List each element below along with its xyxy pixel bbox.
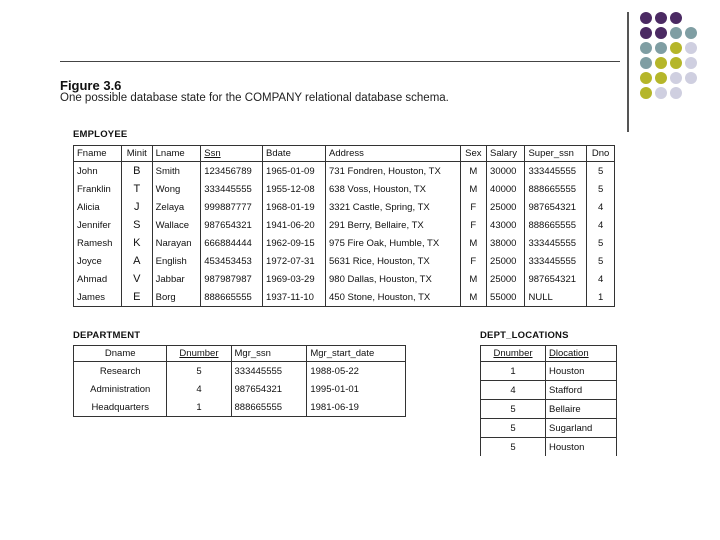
table-cell: F [460,216,486,234]
table-cell: 1962-09-15 [263,234,326,252]
decorative-dot [640,27,652,39]
decorative-dot [685,57,697,69]
table-cell: T [121,180,152,198]
decorative-dot [655,87,667,99]
table-cell: 5 [481,419,546,438]
table-cell: 25000 [487,270,525,288]
department-col-dname: Dname [74,346,167,362]
employee-col-lname: Lname [152,146,201,162]
employee-col-address: Address [326,146,461,162]
table-cell: English [152,252,201,270]
employee-col-bdate: Bdate [263,146,326,162]
table-cell: 1965-01-09 [263,162,326,181]
table-cell: 888665555 [525,216,587,234]
decorative-dot [640,72,652,84]
table-cell: NULL [525,288,587,307]
table-cell: 975 Fire Oak, Humble, TX [326,234,461,252]
table-cell: 987654321 [201,216,263,234]
decorative-dot [655,12,667,24]
table-cell: 333445555 [525,234,587,252]
dept-locations-col-dnumber: Dnumber [481,346,546,362]
table-cell: 5 [587,252,615,270]
department-body [74,362,406,417]
table-cell: E [121,288,152,307]
table-row [74,270,615,288]
table-cell: M [460,162,486,181]
decorative-dot [655,72,667,84]
table-cell: F [460,198,486,216]
employee-body [74,162,615,307]
decorative-dot [655,42,667,54]
table-cell: K [121,234,152,252]
table-cell: F [460,252,486,270]
dept-locations-table [480,345,617,456]
table-cell: M [460,234,486,252]
decorative-dot [685,27,697,39]
table-cell: John [74,162,122,181]
table-row [74,198,615,216]
table-cell: Houston [546,438,617,457]
table-cell: Zelaya [152,198,201,216]
department-col-mgr-start-date: Mgr_start_date [307,346,406,362]
table-cell: 5 [481,438,546,457]
table-cell: Franklin [74,180,122,198]
table-row [74,216,615,234]
table-cell: 987654321 [231,380,307,398]
table-cell: 1969-03-29 [263,270,326,288]
table-cell: J [121,198,152,216]
decorative-dot [685,42,697,54]
decorative-dot [655,57,667,69]
table-cell: 333445555 [201,180,263,198]
header-divider [60,61,620,62]
table-cell: S [121,216,152,234]
table-row [74,380,406,398]
table-row [481,419,617,438]
figure-title: Figure 3.6 [60,78,122,93]
table-cell: Wallace [152,216,201,234]
department-table-label: DEPARTMENT [73,330,141,341]
table-cell: 5 [587,180,615,198]
table-cell: A [121,252,152,270]
table-cell: 1941-06-20 [263,216,326,234]
table-cell: 666884444 [201,234,263,252]
table-cell: Stafford [546,381,617,400]
table-cell: M [460,288,486,307]
table-cell: 638 Voss, Houston, TX [326,180,461,198]
table-row [74,398,406,417]
table-cell: 291 Berry, Bellaire, TX [326,216,461,234]
table-cell: 1968-01-19 [263,198,326,216]
decorative-dot [670,87,682,99]
table-cell: 4 [167,380,231,398]
table-cell: 999887777 [201,198,263,216]
table-cell: M [460,270,486,288]
table-cell: 1 [481,362,546,381]
table-cell: Sugarland [546,419,617,438]
employee-col-ssn: Ssn [201,146,263,162]
decorative-dot [640,87,652,99]
table-cell: Jabbar [152,270,201,288]
table-cell: 25000 [487,252,525,270]
table-row [74,180,615,198]
table-row [74,162,615,181]
table-cell: 987654321 [525,270,587,288]
table-cell: 5 [167,362,231,381]
table-cell: 888665555 [231,398,307,417]
decorative-dot [640,42,652,54]
table-cell: 4 [587,216,615,234]
dept-locations-table-label: DEPT_LOCATIONS [480,330,569,341]
employee-table-label: EMPLOYEE [73,129,128,140]
decorative-dot [670,42,682,54]
figure-caption: One possible database state for the COMPANY relational database schema. [60,92,449,104]
department-header-row [74,346,406,362]
dept-locations-header-row [481,346,617,362]
table-cell: 1988-05-22 [307,362,406,381]
table-cell: Ahmad [74,270,122,288]
table-cell: 731 Fondren, Houston, TX [326,162,461,181]
decorative-dot [655,27,667,39]
table-cell: Alicia [74,198,122,216]
employee-col-dno: Dno [587,146,615,162]
decorative-dot [640,57,652,69]
table-cell: 980 Dallas, Houston, TX [326,270,461,288]
table-cell: 1955-12-08 [263,180,326,198]
table-cell: 333445555 [525,162,587,181]
decorative-dot [670,12,682,24]
table-row [481,400,617,419]
table-cell: B [121,162,152,181]
table-cell: 5 [587,234,615,252]
decorative-dot [685,72,697,84]
table-cell: Borg [152,288,201,307]
table-cell: Bellaire [546,400,617,419]
table-cell: V [121,270,152,288]
department-table [73,345,406,417]
table-cell: 3321 Castle, Spring, TX [326,198,461,216]
dept-locations-body [481,362,617,457]
table-cell: 453453453 [201,252,263,270]
table-cell: James [74,288,122,307]
table-cell: 4 [587,270,615,288]
table-cell: 40000 [487,180,525,198]
table-cell: 4 [481,381,546,400]
table-cell: 43000 [487,216,525,234]
table-cell: Research [74,362,167,381]
table-cell: Houston [546,362,617,381]
table-cell: 888665555 [201,288,263,307]
decorative-dot [670,27,682,39]
table-cell: Ramesh [74,234,122,252]
table-row [481,362,617,381]
department-col-mgr-ssn: Mgr_ssn [231,346,307,362]
table-cell: 333445555 [525,252,587,270]
table-cell: 5631 Rice, Houston, TX [326,252,461,270]
table-cell: Administration [74,380,167,398]
table-cell: 1972-07-31 [263,252,326,270]
employee-col-sex: Sex [460,146,486,162]
table-cell: Joyce [74,252,122,270]
table-cell: 55000 [487,288,525,307]
table-cell: 888665555 [525,180,587,198]
employee-header-row [74,146,615,162]
table-cell: 333445555 [231,362,307,381]
table-cell: 25000 [487,198,525,216]
employee-col-fname: Fname [74,146,122,162]
table-cell: 30000 [487,162,525,181]
table-row [74,362,406,381]
table-row [74,288,615,307]
table-cell: 1 [587,288,615,307]
decorative-dot [640,12,652,24]
decorative-dot [670,57,682,69]
table-cell: 450 Stone, Houston, TX [326,288,461,307]
decorative-dot [670,72,682,84]
table-row [74,252,615,270]
table-cell: 1 [167,398,231,417]
table-cell: 4 [587,198,615,216]
table-row [481,381,617,400]
table-cell: 5 [587,162,615,181]
decorative-vertical-line [627,12,629,132]
table-cell: 987654321 [525,198,587,216]
table-row [481,438,617,457]
employee-table [73,145,615,307]
table-cell: 123456789 [201,162,263,181]
employee-col-salary: Salary [487,146,525,162]
table-cell: Narayan [152,234,201,252]
decorative-dot-grid [640,12,720,122]
table-cell: 1981-06-19 [307,398,406,417]
table-cell: M [460,180,486,198]
table-cell: 1995-01-01 [307,380,406,398]
employee-col-minit: Minit [121,146,152,162]
department-col-dnumber: Dnumber [167,346,231,362]
table-row [74,234,615,252]
table-cell: Jennifer [74,216,122,234]
table-cell: Smith [152,162,201,181]
table-cell: 5 [481,400,546,419]
table-cell: 1937-11-10 [263,288,326,307]
dept-locations-col-dlocation: Dlocation [546,346,617,362]
table-cell: Headquarters [74,398,167,417]
employee-col-super-ssn: Super_ssn [525,146,587,162]
table-cell: 38000 [487,234,525,252]
table-cell: 987987987 [201,270,263,288]
table-cell: Wong [152,180,201,198]
